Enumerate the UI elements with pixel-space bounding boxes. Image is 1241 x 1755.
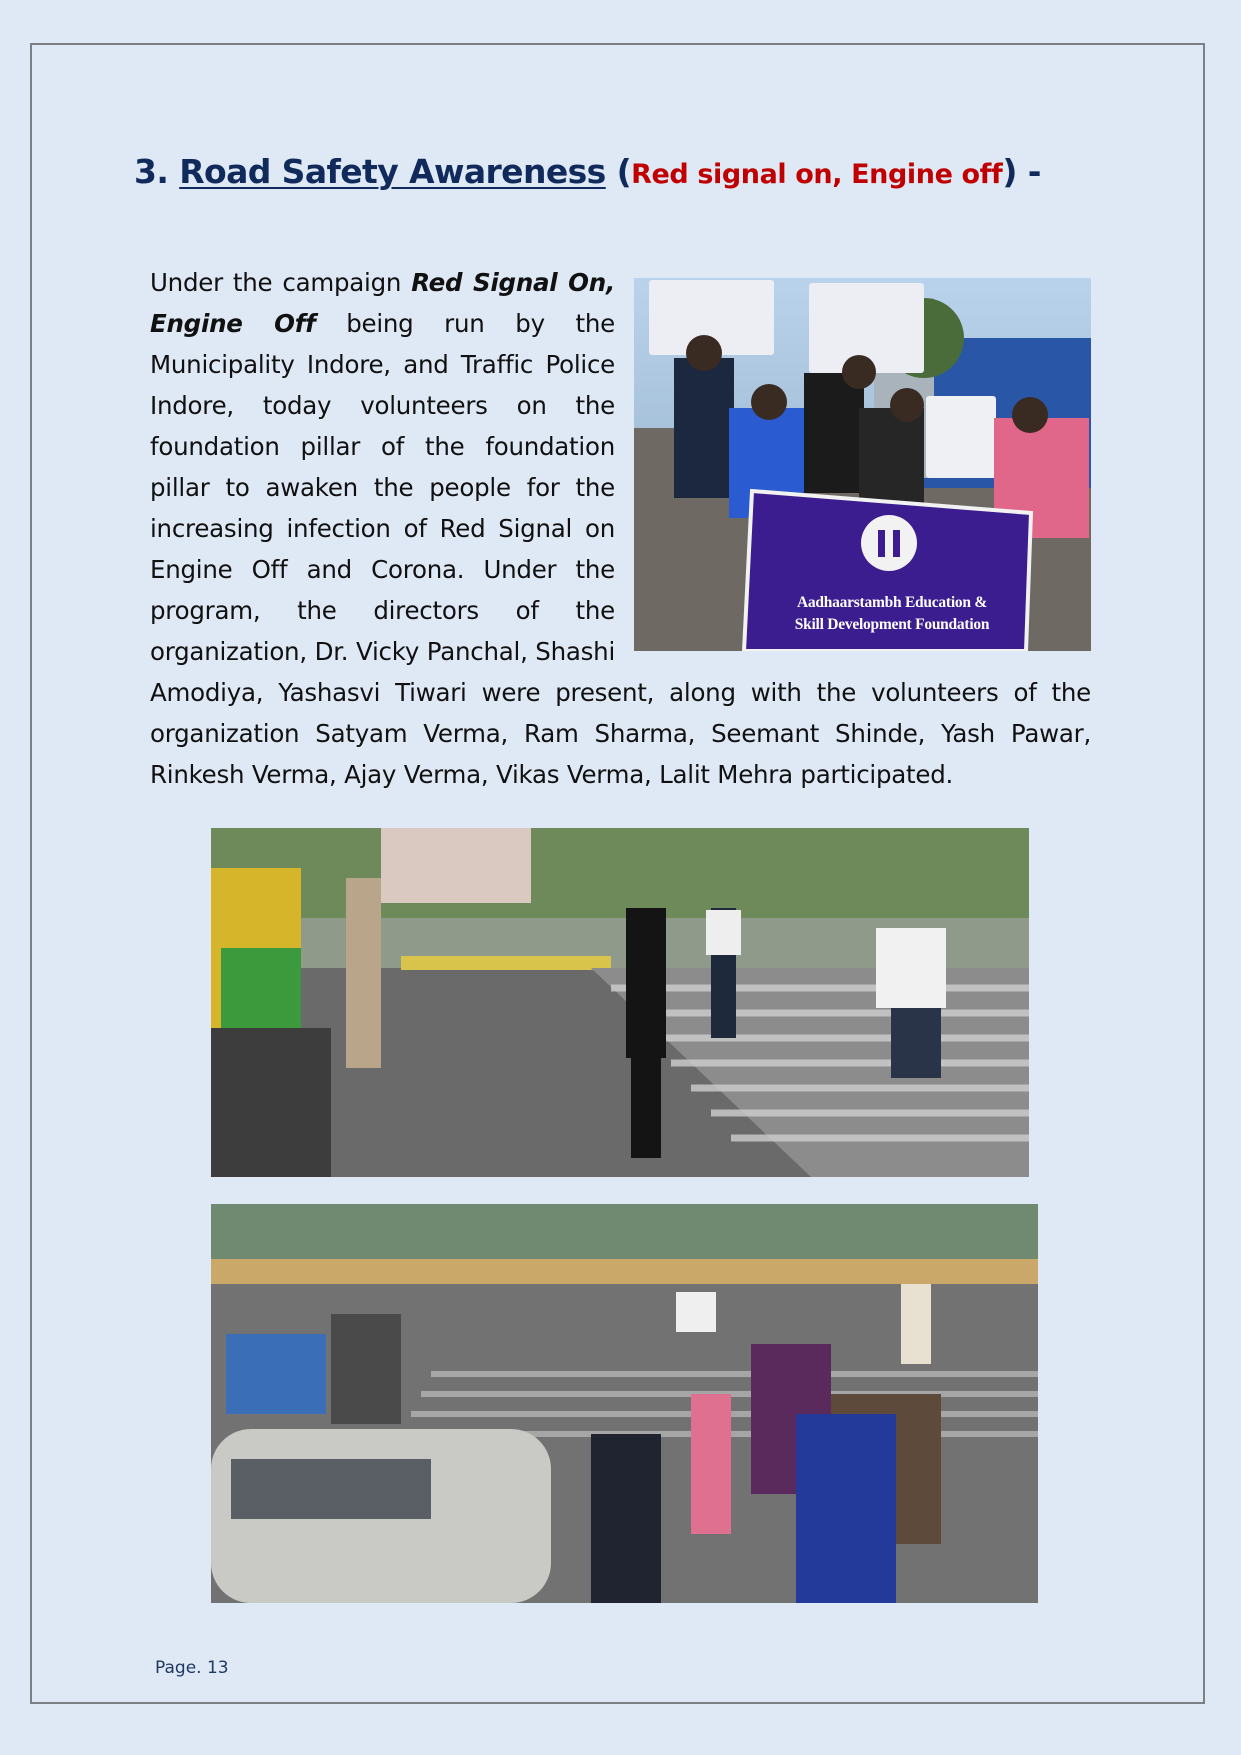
section-title: Road Safety Awareness xyxy=(179,152,606,191)
section-subtitle: Red signal on, Engine off xyxy=(631,159,1003,190)
campaign-group-photo xyxy=(634,278,1091,651)
crosswalk-volunteers-photo xyxy=(211,828,1029,1177)
section-number: 3. xyxy=(134,152,169,191)
page-number: Page. 13 xyxy=(155,1658,229,1678)
foundation-logo-icon xyxy=(861,515,917,571)
close-paren: ) - xyxy=(1002,152,1041,191)
paragraph-text: being run by the Municipality Indore, and Traffic Police Indore, today volunteers on the foundation pillar of the foundation pillar to awaken the people for the increasing infection of Red Signal on Engine Off and Corona. Under the program, the directors of the organization, Dr. Vicky Panchal, Shashi Amodiya, Yashasvi Tiwari were present, along with the volunteers of the organization Satyam Verma, Ram Sharma, Seemant Shinde, Yash Pawar, Rinkesh Verma, Ajay Verma, Vikas Verma, Lalit Mehra participated. xyxy=(150,309,1091,789)
campaign-name: Red Signal On, Engine Off xyxy=(150,268,616,338)
intro-text: Under the campaign xyxy=(150,268,412,297)
open-paren: ( xyxy=(616,152,632,191)
intersection-awareness-photo xyxy=(211,1204,1038,1603)
banner-line-1: Aadhaarstambh Education & xyxy=(796,594,988,611)
banner-line-2: Skill Development Foundation xyxy=(794,616,990,633)
section-heading xyxy=(134,152,1041,191)
body-paragraph xyxy=(150,262,1091,795)
